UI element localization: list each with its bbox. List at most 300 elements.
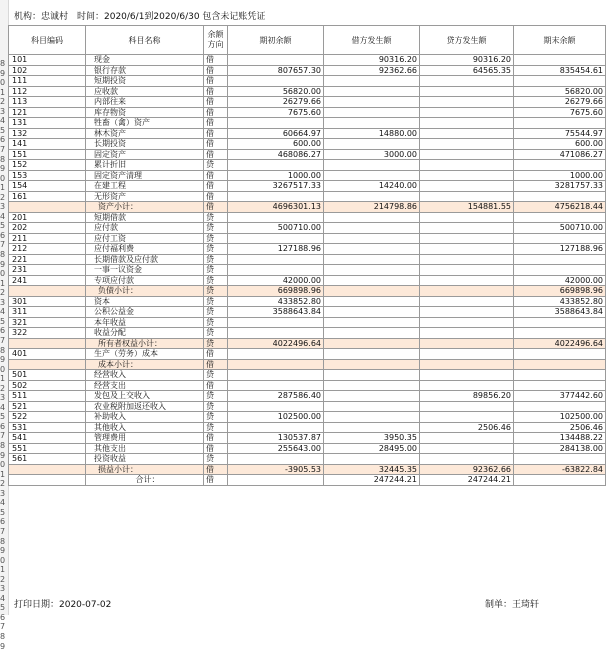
table-row <box>9 317 606 328</box>
print-date: 打印日期：2020-07-02 <box>14 600 112 610</box>
opening-balance: 807657.30 <box>228 65 324 76</box>
table-row <box>9 65 606 76</box>
row-number: 9 <box>0 451 6 460</box>
balance-direction: 贷 <box>204 265 228 276</box>
credit-amount <box>420 223 514 234</box>
credit-amount <box>420 265 514 276</box>
opening-balance: 4022496.64 <box>228 338 324 349</box>
balance-direction: 贷 <box>204 223 228 234</box>
row-number: 3 <box>0 203 6 212</box>
credit-amount <box>420 454 514 465</box>
balance-direction: 贷 <box>204 370 228 381</box>
account-code: 502 <box>9 380 86 391</box>
table-row <box>9 149 606 160</box>
closing-balance <box>514 317 606 328</box>
row-number: 7 <box>0 145 6 154</box>
balance-direction: 贷 <box>204 454 228 465</box>
credit-amount <box>420 401 514 412</box>
credit-amount <box>420 349 514 360</box>
closing-balance: 1000.00 <box>514 170 606 181</box>
credit-amount: 154881.55 <box>420 202 514 213</box>
opening-balance: 600.00 <box>228 139 324 150</box>
table-row <box>9 254 606 265</box>
table-row <box>9 454 606 465</box>
row-number: 7 <box>0 336 6 345</box>
opening-balance <box>228 317 324 328</box>
subtotal-row <box>9 464 606 475</box>
row-number: 8 <box>0 537 6 546</box>
debit-amount <box>324 223 420 234</box>
credit-amount <box>420 433 514 444</box>
row-number: 5 <box>0 604 6 613</box>
balance-direction: 贷 <box>204 233 228 244</box>
credit-amount <box>420 359 514 370</box>
debit-amount: 14240.00 <box>324 181 420 192</box>
table-row <box>9 97 606 108</box>
row-number: 7 <box>0 527 6 536</box>
opening-balance: 60664.97 <box>228 128 324 139</box>
table-row <box>9 212 606 223</box>
table-row <box>9 170 606 181</box>
balance-direction: 贷 <box>204 244 228 255</box>
debit-amount <box>324 286 420 297</box>
row-number: 8 <box>0 155 6 164</box>
row-number: 1 <box>0 279 6 288</box>
account-code: 161 <box>9 191 86 202</box>
closing-balance: 3281757.33 <box>514 181 606 192</box>
table-row <box>9 307 606 318</box>
table-row <box>9 191 606 202</box>
table-row <box>9 265 606 276</box>
table-row <box>9 76 606 87</box>
credit-amount <box>420 107 514 118</box>
credit-amount <box>420 254 514 265</box>
table-row <box>9 223 606 234</box>
closing-balance: 4022496.64 <box>514 338 606 349</box>
row-number: 1 <box>0 470 6 479</box>
account-code: 132 <box>9 128 86 139</box>
row-number: 2 <box>0 193 6 202</box>
table-row <box>9 328 606 339</box>
debit-amount <box>324 212 420 223</box>
closing-balance: -63822.84 <box>514 464 606 475</box>
closing-balance <box>514 349 606 360</box>
debit-amount <box>324 160 420 171</box>
opening-balance: 7675.60 <box>228 107 324 118</box>
account-code <box>9 338 86 349</box>
balance-direction: 借 <box>204 202 228 213</box>
closing-balance: 42000.00 <box>514 275 606 286</box>
balance-direction: 借 <box>204 86 228 97</box>
opening-balance: 42000.00 <box>228 275 324 286</box>
row-number: 8 <box>0 633 6 641</box>
credit-amount <box>420 170 514 181</box>
debit-amount <box>324 349 420 360</box>
account-code: 521 <box>9 401 86 412</box>
debit-amount <box>324 139 420 150</box>
debit-amount <box>324 401 420 412</box>
account-code: 202 <box>9 223 86 234</box>
balance-direction: 借 <box>204 380 228 391</box>
opening-balance <box>228 454 324 465</box>
credit-amount <box>420 286 514 297</box>
closing-balance: 7675.60 <box>514 107 606 118</box>
balance-direction: 借 <box>204 170 228 181</box>
closing-balance <box>514 118 606 129</box>
closing-balance <box>514 401 606 412</box>
account-name: 公积公益金 <box>86 307 204 318</box>
credit-amount: 2506.46 <box>420 422 514 433</box>
credit-amount <box>420 275 514 286</box>
table-row <box>9 422 606 433</box>
balance-direction: 借 <box>204 149 228 160</box>
closing-balance: 134488.22 <box>514 433 606 444</box>
row-number: 4 <box>0 499 6 508</box>
opening-balance: 26279.66 <box>228 97 324 108</box>
row-number: 4 <box>0 594 6 603</box>
row-number: 2 <box>0 480 6 489</box>
row-number: 9 <box>0 69 6 78</box>
account-name: 管理费用 <box>86 433 204 444</box>
account-code <box>9 202 86 213</box>
row-number: 5 <box>0 413 6 422</box>
row-number: 3 <box>0 585 6 594</box>
account-code: 311 <box>9 307 86 318</box>
row-number: 9 <box>0 547 6 556</box>
subtotal-row <box>9 338 606 349</box>
table-row <box>9 128 606 139</box>
credit-amount <box>420 233 514 244</box>
account-name: 损益小计： <box>86 464 204 475</box>
opening-balance: 468086.27 <box>228 149 324 160</box>
debit-amount <box>324 233 420 244</box>
account-code: 541 <box>9 433 86 444</box>
total-row <box>9 475 606 486</box>
table-row <box>9 370 606 381</box>
row-number: 7 <box>0 241 6 250</box>
account-name: 负债小计： <box>86 286 204 297</box>
opening-balance: 3588643.84 <box>228 307 324 318</box>
col-header-credit: 贷方发生额 <box>420 26 514 55</box>
row-number: 8 <box>0 251 6 259</box>
subtotal-row <box>9 359 606 370</box>
account-code: 151 <box>9 149 86 160</box>
credit-amount <box>420 139 514 150</box>
account-name: 固定资产 <box>86 149 204 160</box>
account-code: 321 <box>9 317 86 328</box>
subtotal-row <box>9 202 606 213</box>
balance-direction: 贷 <box>204 212 228 223</box>
row-number: 2 <box>0 575 6 584</box>
balance-direction: 借 <box>204 181 228 192</box>
opening-balance <box>228 160 324 171</box>
row-number: 6 <box>0 327 6 336</box>
credit-amount <box>420 307 514 318</box>
debit-amount <box>324 107 420 118</box>
col-header-debit: 借方发生额 <box>324 26 420 55</box>
table-row <box>9 86 606 97</box>
debit-amount <box>324 244 420 255</box>
row-number: 5 <box>0 126 6 135</box>
credit-amount <box>420 128 514 139</box>
closing-balance <box>514 265 606 276</box>
col-header-name: 科目名称 <box>86 26 204 55</box>
account-code <box>9 286 86 297</box>
account-code: 121 <box>9 107 86 118</box>
balance-direction: 借 <box>204 55 228 66</box>
account-code: 111 <box>9 76 86 87</box>
row-number: 9 <box>0 165 6 174</box>
table-row <box>9 118 606 129</box>
account-code: 112 <box>9 86 86 97</box>
account-code: 141 <box>9 139 86 150</box>
opening-balance <box>228 328 324 339</box>
balance-direction: 贷 <box>204 391 228 402</box>
account-code: 211 <box>9 233 86 244</box>
credit-amount <box>420 86 514 97</box>
account-name: 补助收入 <box>86 412 204 423</box>
balance-direction: 贷 <box>204 286 228 297</box>
account-code: 152 <box>9 160 86 171</box>
account-name: 银行存款 <box>86 65 204 76</box>
debit-amount <box>324 422 420 433</box>
closing-balance <box>514 370 606 381</box>
account-code: 101 <box>9 55 86 66</box>
debit-amount <box>324 86 420 97</box>
closing-balance <box>514 254 606 265</box>
account-name: 库存物资 <box>86 107 204 118</box>
debit-amount <box>324 317 420 328</box>
account-code: 231 <box>9 265 86 276</box>
closing-balance: 102500.00 <box>514 412 606 423</box>
account-code <box>9 475 86 486</box>
account-code: 131 <box>9 118 86 129</box>
credit-amount <box>420 370 514 381</box>
opening-balance: 669898.96 <box>228 286 324 297</box>
credit-amount <box>420 338 514 349</box>
account-name: 农业税附加返还收入 <box>86 401 204 412</box>
debit-amount <box>324 328 420 339</box>
opening-balance <box>228 380 324 391</box>
credit-amount <box>420 328 514 339</box>
credit-amount: 89856.20 <box>420 391 514 402</box>
debit-amount <box>324 454 420 465</box>
credit-amount <box>420 97 514 108</box>
table-row <box>9 244 606 255</box>
balance-direction: 贷 <box>204 338 228 349</box>
opening-balance: 56820.00 <box>228 86 324 97</box>
account-name: 长期借款及应付款 <box>86 254 204 265</box>
account-name: 固定资产清理 <box>86 170 204 181</box>
credit-amount <box>420 118 514 129</box>
opening-balance <box>228 118 324 129</box>
account-name: 在建工程 <box>86 181 204 192</box>
closing-balance: 600.00 <box>514 139 606 150</box>
account-code <box>9 464 86 475</box>
debit-amount <box>324 118 420 129</box>
balance-direction: 贷 <box>204 296 228 307</box>
account-name: 应收款 <box>86 86 204 97</box>
row-number: 0 <box>0 556 6 565</box>
closing-balance: 433852.80 <box>514 296 606 307</box>
row-number: 9 <box>0 356 6 365</box>
account-name: 收益分配 <box>86 328 204 339</box>
table-row <box>9 181 606 192</box>
account-name: 生产（劳务）成本 <box>86 349 204 360</box>
account-code <box>9 359 86 370</box>
credit-amount <box>420 149 514 160</box>
credit-amount <box>420 181 514 192</box>
credit-amount <box>420 380 514 391</box>
balance-direction: 借 <box>204 118 228 129</box>
closing-balance <box>514 233 606 244</box>
table-row <box>9 349 606 360</box>
table-row <box>9 401 606 412</box>
account-name: 经营收入 <box>86 370 204 381</box>
balance-table <box>8 25 606 486</box>
opening-balance <box>228 401 324 412</box>
account-code: 561 <box>9 454 86 465</box>
row-number: 1 <box>0 375 6 384</box>
credit-amount <box>420 443 514 454</box>
row-number: 3 <box>0 394 6 403</box>
row-number: 2 <box>0 98 6 107</box>
balance-direction: 借 <box>204 475 228 486</box>
row-number: 0 <box>0 174 6 183</box>
debit-amount <box>324 380 420 391</box>
closing-balance: 669898.96 <box>514 286 606 297</box>
account-code: 531 <box>9 422 86 433</box>
balance-direction: 贷 <box>204 422 228 433</box>
debit-amount <box>324 97 420 108</box>
row-number: 6 <box>0 136 6 145</box>
row-number: 8 <box>0 60 6 68</box>
opening-balance: 255643.00 <box>228 443 324 454</box>
table-row <box>9 412 606 423</box>
closing-balance <box>514 76 606 87</box>
opening-balance <box>228 422 324 433</box>
col-header-direction: 余额方向 <box>204 26 228 55</box>
row-number: 3 <box>0 298 6 307</box>
account-name: 一事一议资金 <box>86 265 204 276</box>
row-number: 9 <box>0 642 6 651</box>
account-code: 201 <box>9 212 86 223</box>
credit-amount: 247244.21 <box>420 475 514 486</box>
closing-balance <box>514 359 606 370</box>
row-number: 0 <box>0 365 6 374</box>
balance-direction: 贷 <box>204 328 228 339</box>
opening-balance: 433852.80 <box>228 296 324 307</box>
row-number: 2 <box>0 384 6 393</box>
debit-amount <box>324 254 420 265</box>
opening-balance <box>228 212 324 223</box>
closing-balance <box>514 55 606 66</box>
account-name: 短期投资 <box>86 76 204 87</box>
credit-amount <box>420 317 514 328</box>
closing-balance <box>514 475 606 486</box>
row-number: 6 <box>0 518 6 527</box>
account-name: 合计： <box>86 475 204 486</box>
row-number: 7 <box>0 623 6 632</box>
account-name: 现金 <box>86 55 204 66</box>
debit-amount: 3950.35 <box>324 433 420 444</box>
opening-balance <box>228 191 324 202</box>
closing-balance: 2506.46 <box>514 422 606 433</box>
debit-amount: 92362.66 <box>324 65 420 76</box>
credit-amount: 90316.20 <box>420 55 514 66</box>
subtotal-row <box>9 286 606 297</box>
account-name: 所有者权益小计： <box>86 338 204 349</box>
debit-amount: 247244.21 <box>324 475 420 486</box>
debit-amount: 28495.00 <box>324 443 420 454</box>
account-name: 牲畜（禽）资产 <box>86 118 204 129</box>
table-row <box>9 296 606 307</box>
table-header-row <box>9 26 606 55</box>
account-name: 本年收益 <box>86 317 204 328</box>
balance-direction: 贷 <box>204 254 228 265</box>
debit-amount: 214798.86 <box>324 202 420 213</box>
credit-amount <box>420 296 514 307</box>
debit-amount <box>324 265 420 276</box>
opening-balance <box>228 349 324 360</box>
account-name: 内部往来 <box>86 97 204 108</box>
balance-direction: 借 <box>204 359 228 370</box>
credit-amount <box>420 412 514 423</box>
closing-balance <box>514 191 606 202</box>
account-name: 短期借款 <box>86 212 204 223</box>
row-number: 0 <box>0 461 6 470</box>
balance-direction: 借 <box>204 65 228 76</box>
debit-amount <box>324 338 420 349</box>
closing-balance <box>514 328 606 339</box>
closing-balance: 127188.96 <box>514 244 606 255</box>
opening-balance: 4696301.13 <box>228 202 324 213</box>
balance-direction: 贷 <box>204 275 228 286</box>
debit-amount <box>324 391 420 402</box>
account-code: 221 <box>9 254 86 265</box>
table-row <box>9 275 606 286</box>
account-name: 无形资产 <box>86 191 204 202</box>
table-row <box>9 391 606 402</box>
debit-amount <box>324 412 420 423</box>
row-number: 9 <box>0 260 6 269</box>
opening-balance <box>228 359 324 370</box>
account-name: 投资收益 <box>86 454 204 465</box>
account-code: 322 <box>9 328 86 339</box>
opening-balance: 500710.00 <box>228 223 324 234</box>
account-name: 资本 <box>86 296 204 307</box>
table-row <box>9 107 606 118</box>
closing-balance: 56820.00 <box>514 86 606 97</box>
closing-balance: 3588643.84 <box>514 307 606 318</box>
account-code: 401 <box>9 349 86 360</box>
row-number: 8 <box>0 346 6 355</box>
row-number: 6 <box>0 422 6 431</box>
opening-balance: 1000.00 <box>228 170 324 181</box>
account-code: 241 <box>9 275 86 286</box>
balance-direction: 借 <box>204 349 228 360</box>
col-header-opening: 期初余额 <box>228 26 324 55</box>
account-name: 发包及上交收入 <box>86 391 204 402</box>
row-number: 4 <box>0 403 6 412</box>
report-header: 机构：忠诚村 时间：2020/6/1到2020/6/30 包含未记账凭证 <box>14 12 266 22</box>
closing-balance: 377442.60 <box>514 391 606 402</box>
account-code: 212 <box>9 244 86 255</box>
maker-label: 制单：王琦轩 <box>485 600 540 610</box>
credit-amount: 64565.35 <box>420 65 514 76</box>
row-number: 5 <box>0 508 6 517</box>
opening-balance: 127188.96 <box>228 244 324 255</box>
